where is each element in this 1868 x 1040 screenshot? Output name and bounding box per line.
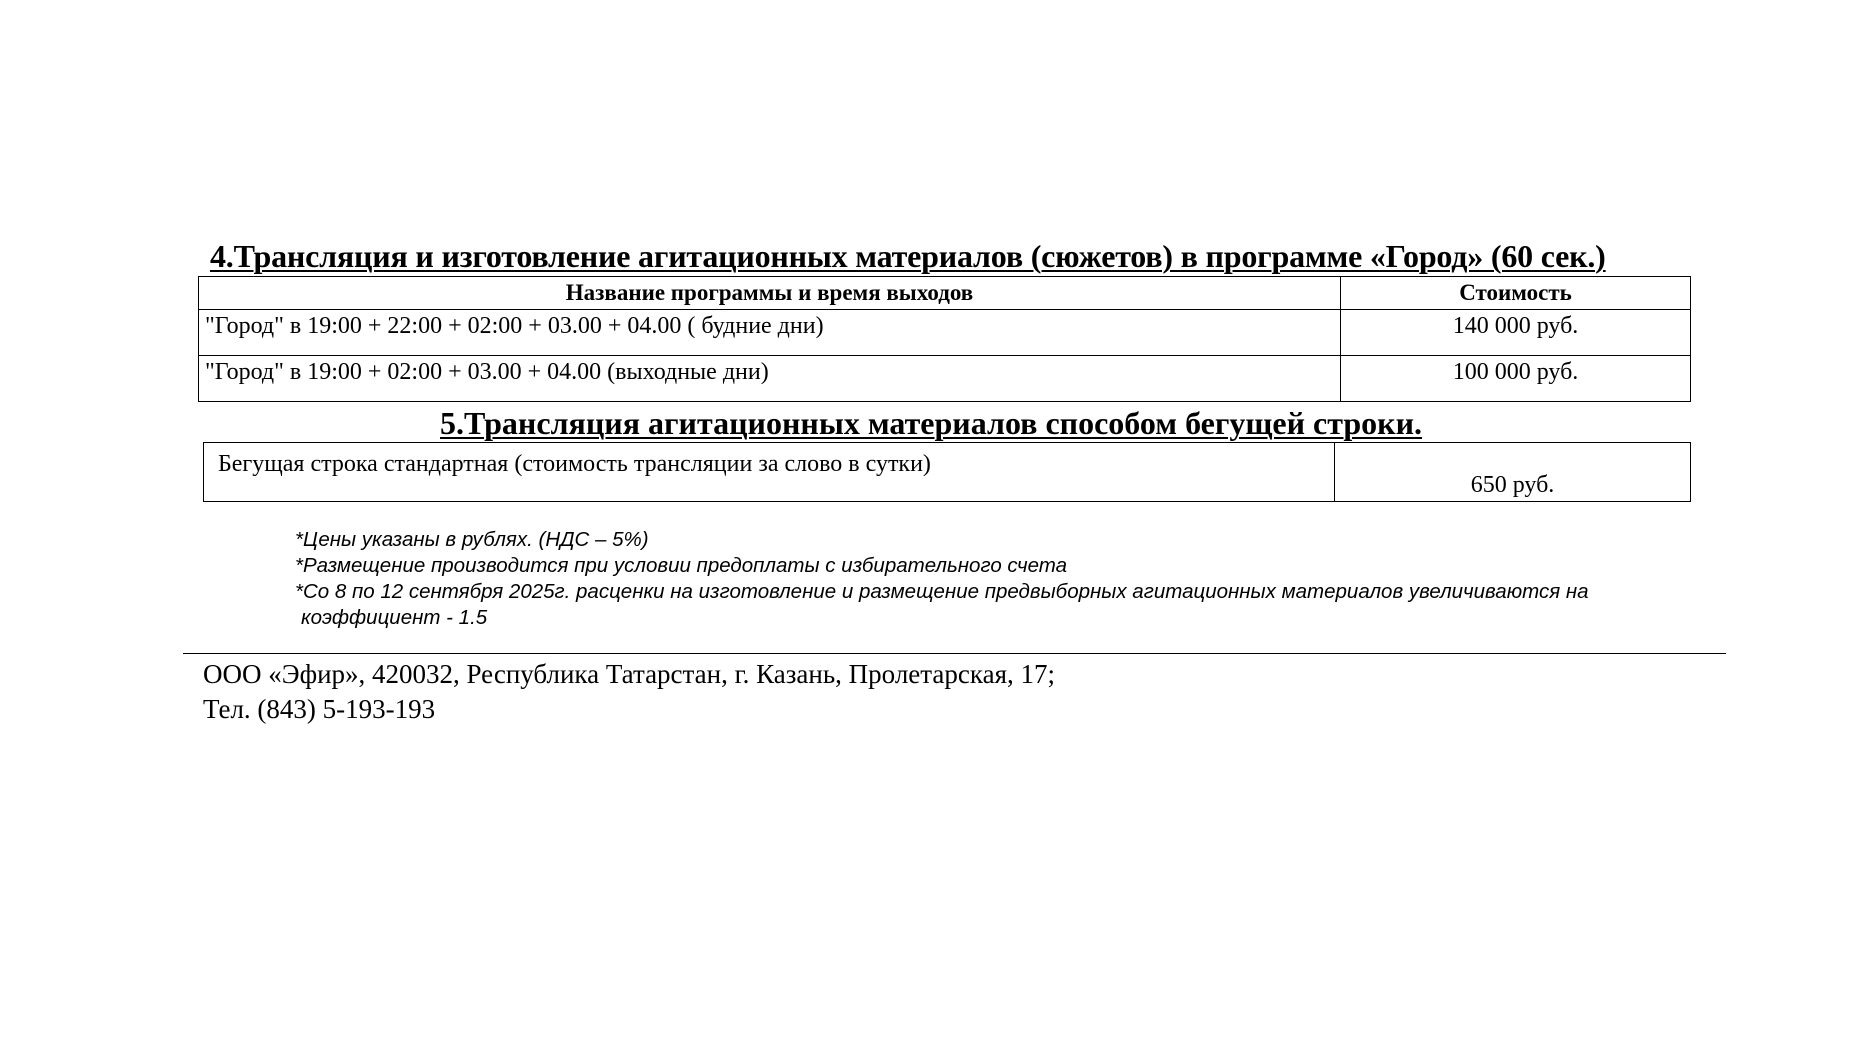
notes-block [295,527,1589,631]
footer-divider [183,653,1726,654]
note-rate-increase: *Со 8 по 12 сентября 2025г. расценки на изготовление и размещение предвыборных агитационных материалов увеличиваются на [295,580,1589,603]
section-4-title: 4.Трансляция и изготовление агитационных материалов (сюжетов) в программе «Город» (60 сек.) [210,238,1606,274]
footer [203,657,1055,727]
ticker-price-cell: 650 руб. [1335,443,1691,502]
program-cell: "Город" в 19:00 + 22:00 + 02:00 + 03.00 + 04.00 ( будние дни) [199,310,1341,356]
table-row [204,443,1691,502]
note-vat: *Цены указаны в рублях. (НДС – 5%) [295,528,649,551]
price-cell: 100 000 руб. [1341,356,1691,402]
table-row [199,356,1691,402]
table-header-row [199,277,1691,310]
section-4-price-table [198,276,1691,402]
section-5-price-table [203,442,1691,502]
company-phone: Тел. (843) 5-193-193 [203,694,436,724]
company-address: ООО «Эфир», 420032, Республика Татарстан, г. Казань, Пролетарская, 17; [203,659,1055,689]
column-header-price: Стоимость [1341,277,1691,310]
program-cell: "Город" в 19:00 + 02:00 + 03.00 + 04.00 (выходные дни) [199,356,1341,402]
note-rate-increase-continued: коэффициент - 1.5 [301,606,488,629]
note-prepayment: *Размещение производится при условии предоплаты с избирательного счета [295,554,1068,577]
table-row [199,310,1691,356]
section-5-title: 5.Трансляция агитационных материалов способом бегущей строки. [440,405,1423,441]
column-header-program: Название программы и время выходов [199,277,1341,310]
price-cell: 140 000 руб. [1341,310,1691,356]
ticker-label-cell: Бегущая строка стандартная (стоимость трансляции за слово в сутки) [204,443,1335,502]
